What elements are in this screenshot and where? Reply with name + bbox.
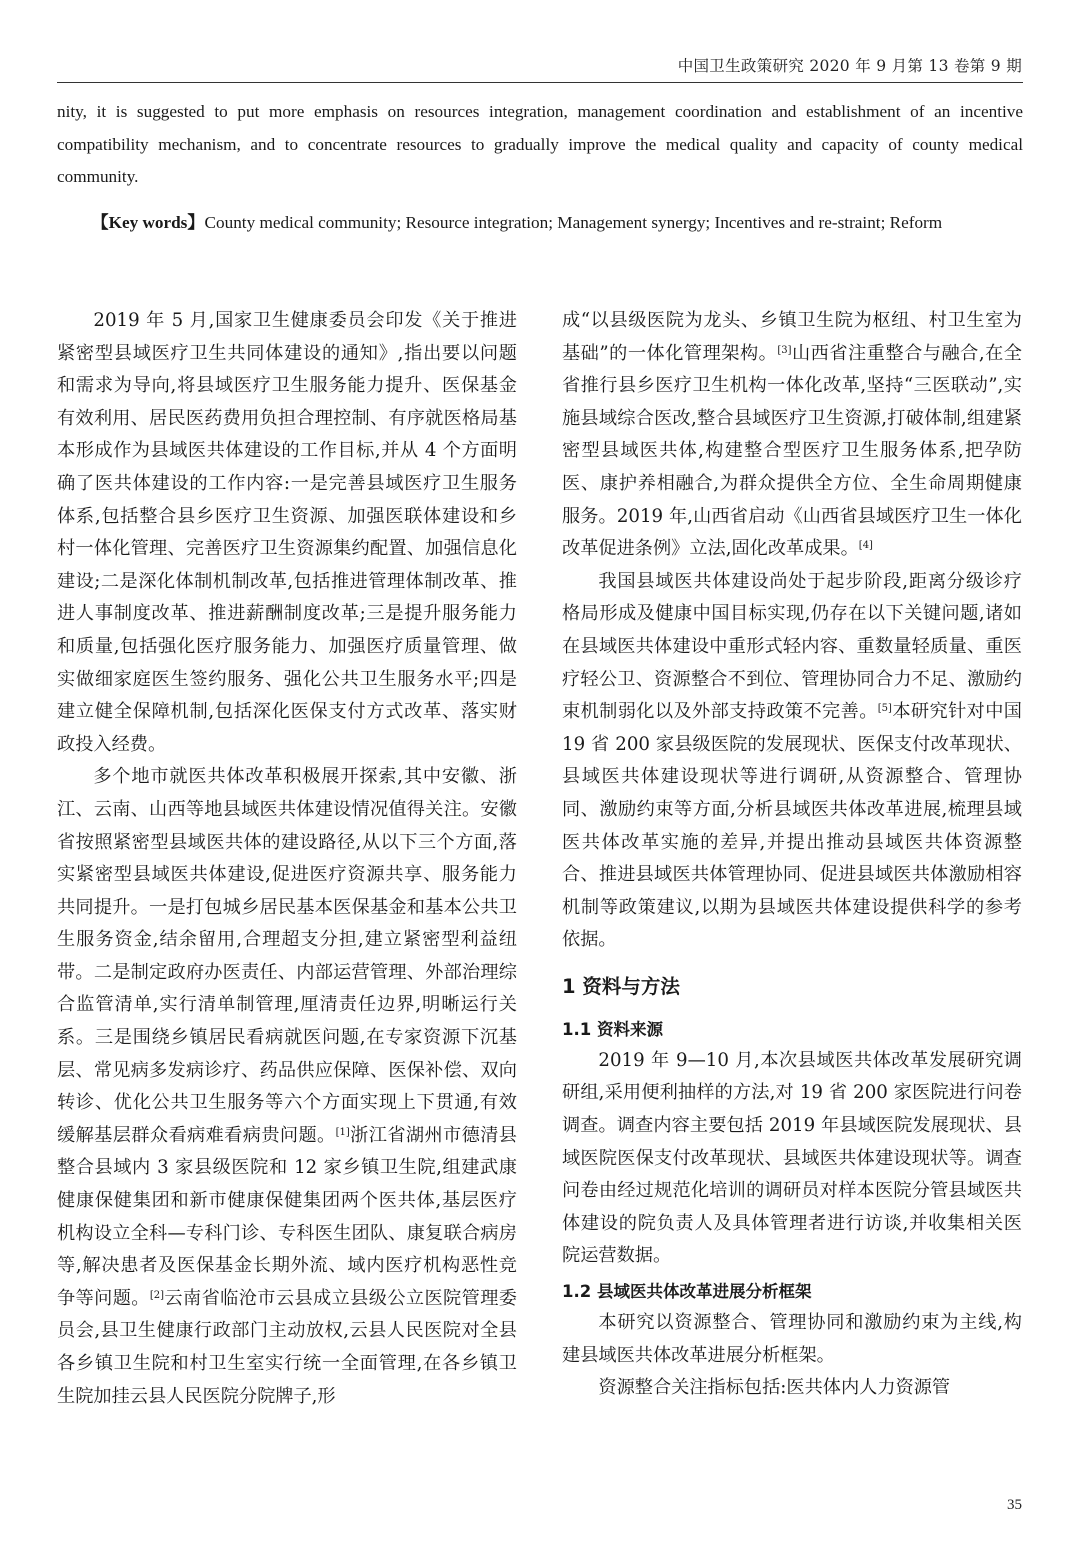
citation: [5] — [877, 703, 892, 715]
keywords-text: County medical community; Resource integration; Management synergy; Incentives and re-straint; Reform — [204, 213, 943, 232]
paragraph: 本研究以资源整合、管理协同和激励约束为主线,构建县域医共体改革进展分析框架。 — [562, 1312, 1022, 1366]
paragraph: 2019 年 9—10 月,本次县域医共体改革发展研究调研组,采用便利抽样的方法,对 19 省 200 家医院进行问卷调查。调查内容主要包括 2019 年县域医院发展现状、县域医院医保支付改革现状、县域医共体建设现状等。调查问卷由经过规范化培训的调研员对样本医院分管县域医共体建设的院负责人及具体管理者进行访谈,并收集相关医院运营数据。 — [562, 1049, 1022, 1267]
paragraph — [562, 566, 1022, 957]
keywords — [57, 207, 1023, 240]
paragraph-text: 我国县域医共体建设尚处于起步阶段,距离分级诊疗格局形成及健康中国目标实现,仍存在以下关键问题,诸如在县域医共体建设中重形式轻内容、重数量轻质量、重医疗轻公卫、资源整合不到位、管理协同合力不足、激励约束机制弱化以及外部支持政策不完善。 — [562, 570, 1022, 723]
paragraph-text: 云南省临沧市云县成立县级公立医院管理委员会,县卫生健康行政部门主动放权,云县人民医院对全县各乡镇卫生院和村卫生室实行统一全面管理,在各乡镇卫生院加挂云县人民医院分院牌子,形 — [57, 1287, 517, 1407]
page-number: 35 — [1007, 1497, 1022, 1513]
journal-header: 中国卫生政策研究 2020 年 9 月第 13 卷第 9 期 — [677, 57, 1022, 75]
paragraph: 2019 年 5 月,国家卫生健康委员会印发《关于推进紧密型县域医疗卫生共同体建设的通知》,指出要以问题和需求为导向,将县域医疗卫生服务能力提升、医保基金有效利用、居民医药费用负担合理控制、有序就医格局基本形成作为县域医共体建设的工作目标,并从 4 个方面明确了医共体建设的工作内容:一是完善县域医疗卫生服务体系,包括整合县乡医疗卫生资源、加强医联体建设和乡村一体化管理、完善医疗卫生资源集约配置、加强信息化建设;二是深化体制机制改革,包括推进管理体制改革、推进人事制度改革、推进薪酬制度改革;三是提升服务能力和质量,包括强化医疗服务能力、加强医疗质量管理、做实做细家庭医生签约服务、强化公共卫生服务水平;四是建立健全保障机制,包括深化医保支付方式改革、落实财政投入经费。 — [57, 310, 517, 755]
paragraph-text: 成“以县级医院为龙头、乡镇卫生院为枢纽、村卫生室为基础”的一体化管理架构。 — [562, 310, 1022, 364]
citation: [2] — [149, 1289, 165, 1301]
subsection-heading: 1.2 县域医共体改革进展分析框架 — [562, 1282, 812, 1302]
paragraph-text: 浙江省湖州市德清县整合县域内 3 家县级医院和 12 家乡镇卫生院,组建武康健康保健集团和新市健康保健集团两个医共体,基层医疗机构设立全科—专科门诊、专科医生团队、康复联合病房等,解决患者及医保基金长期外流、域内医疗机构恶性竞争等问题。 — [57, 1124, 517, 1309]
right-column — [562, 305, 1022, 1405]
paragraph — [57, 761, 517, 1413]
keywords-label: 【Key words】 — [91, 213, 205, 232]
paragraph — [562, 305, 1022, 566]
header-rule — [57, 82, 1023, 83]
citation: [3] — [777, 344, 792, 356]
paragraph-text: 本研究针对中国 19 省 200 家县级医院的发展现状、医保支付改革现状、县域医共体建设现状等进行调研,从资源整合、管理协同、激励约束等方面,分析县域医共体改革进展,梳理县域医共体改革实施的差异,并提出推动县域医共体资源整合、推进县域医共体管理协同、促进县域医共体激励相容机制等政策建议,以期为县域医共体建设提供科学的参考依据。 — [562, 701, 1022, 951]
subsection-heading: 1.1 资料来源 — [562, 1019, 663, 1039]
left-column — [57, 305, 517, 1413]
section-heading: 1 资料与方法 — [562, 974, 680, 998]
abstract-text: nity, it is suggested to put more emphasis on resources integration, management coordination and establishment of an incentive compatibility mechanism, and to concentrate resources to gradually improve the medical quality and capacity of county medical community. — [57, 102, 1023, 186]
paragraph-text: 多个地市就医共体改革积极展开探索,其中安徽、浙江、云南、山西等地县域医共体建设情况值得关注。安徽省按照紧密型县域医共体的建设路径,从以下三个方面,落实紧密型县域医共体建设,促进医疗资源共享、服务能力共同提升。一是打包城乡居民基本医保基金和基本公共卫生服务资金,结余留用,合理超支分担,建立紧密型利益纽带。二是制定政府办医责任、内部运营管理、外部治理综合监管清单,实行清单制管理,厘清责任边界,明晰运行关系。三是围绕乡镇居民看病就医问题,在专家资源下沉基层、常见病多发病诊疗、药品供应保障、医保补偿、双向转诊、优化公共卫生服务等六个方面实现上下贯通,有效缓解基层群众看病难看病贵问题。 — [57, 766, 517, 1146]
paragraph-text: 山西省注重整合与融合,在全省推行县乡医疗卫生机构一体化改革,坚持“三医联动”,实施县域综合医改,整合县域医疗卫生资源,打破体制,组建紧密型县域医共体,构建整合型医疗卫生服务体系,把孕防医、康护养相融合,为群众提供全方位、全生命周期健康服务。2019 年,山西省启动《山西省县域医疗卫生一体化改革促进条例》立法,固化改革成果。 — [562, 342, 1022, 560]
paragraph: 资源整合关注指标包括:医共体内人力资源管 — [598, 1377, 951, 1399]
citation: [1] — [335, 1126, 350, 1138]
citation: [4] — [858, 540, 873, 552]
